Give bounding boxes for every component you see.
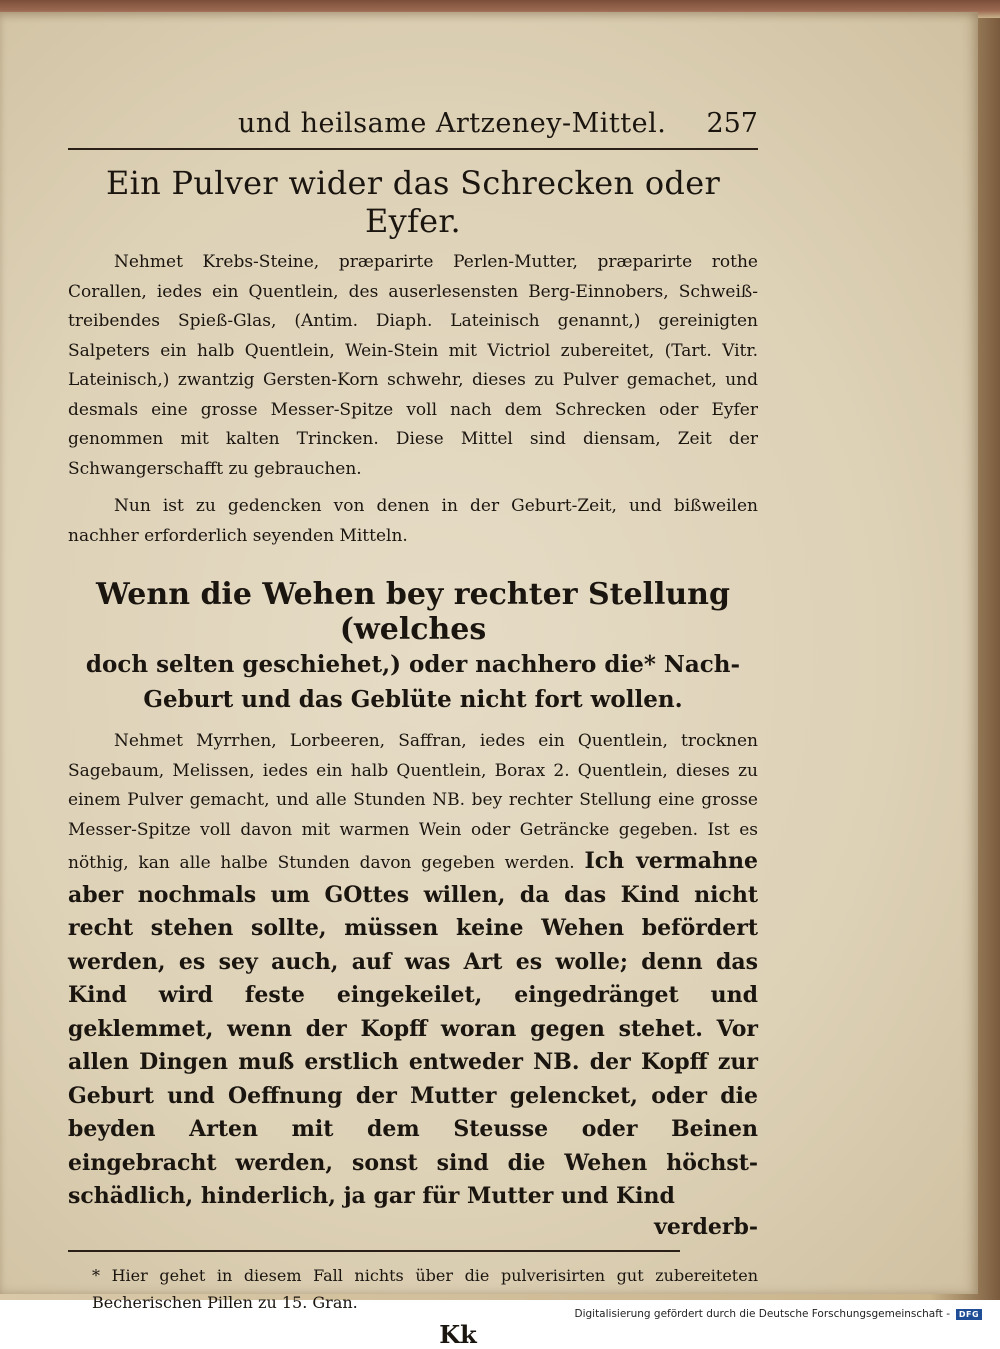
- recipe-paragraph-powder: Nehmet Krebs-Steine, præparirte Perlen-Mutter, præparirte rothe Corallen, iedes ein Quentlein, des auserlesensten Berg-Einnobers, Schweiß-treibendes Spieß-Glas, (Antim. Diaph. Lateinisch genannt,) gereinigten Salpeters ein halb Quentlein, Wein-Stein mit Victriol zubereitet, (Tart. Vitr. Lateinisch,) zwantzig Gersten-Korn schwehr, dieses zu Pulver gemachet, und desmals eine grosse Messer-Spitze voll nach dem Schrecken oder Eyfer genommen mit kalten Trincken. Diese Mittel sind diensam, Zeit der Schwangerschafft zu gebrauchen.: [68, 252, 758, 479]
- signature-mark: Kk: [439, 1319, 477, 1349]
- page-content: [68, 104, 758, 1349]
- recipe-text: Nehmet Myrrhen, Lorbeeren, Saffran, iedes ein Quentlein, trocknen Sagebaum, Melissen, iedes ein halb Quentlein, Borax 2. Quentlein, dieses zu einem Pulver gemacht, und alle Stunden NB. bey rechter Stellung eine grosse Messer-Spitze voll davon mit warmen Wein oder Geträncke gegeben. Ist es nöthig, kan alle halbe Stunden davon gegeben werden.: [68, 731, 758, 873]
- digitization-credit: [574, 1308, 982, 1320]
- page-number: 257: [706, 108, 758, 139]
- section-title-powder: Ein Pulver wider das Schrecken oder Eyfer.: [105, 164, 721, 240]
- footnote-rule: [68, 1250, 680, 1252]
- section-title-labor-line2: doch selten geschiehet,) oder nachhero die* Nach-Geburt und das Geblüte nicht fort wollen.: [85, 651, 741, 713]
- transition-paragraph: Nun ist zu gedencken von denen in der Geburt-Zeit, und bißweilen nachher erforderlich seyenden Mitteln.: [68, 496, 758, 546]
- footnote: * Hier gehet in diesem Fall nichts über die pulverisirten gut zubereiteten Becherischen Pillen zu 15. Gran.: [92, 1265, 758, 1312]
- running-head: [68, 104, 758, 150]
- recipe-paragraph-labor: [68, 727, 758, 1214]
- catchword: verderb-: [654, 1213, 758, 1240]
- warning-text: Ich vermahne aber nochmals um GOttes willen, da das Kind nicht recht stehen sollte, müssen keine Wehen befördert werden, es sey auch, auf was Art es wolle; denn das Kind wird feste eingekeilet, eingedränget und geklemmet, wenn der Kopff woran gegen stehet. Vor allen Dingen muß erstlich entweder NB. der Kopff zur Geburt und Oeffnung der Mutter gelencket, oder die beyden Arten mit dem Steusse oder Beinen eingebracht werden, sonst sind die Wehen höchst-schädlich, hinderlich, ja gar für Mutter und Kind: [68, 848, 759, 1209]
- dfg-logo-icon: DFG: [956, 1309, 982, 1320]
- section-title-labor-line1: Wenn die Wehen bey rechter Stellung (welches: [96, 577, 730, 647]
- credit-text: Digitalisierung gefördert durch die Deutsche Forschungsgemeinschaft -: [574, 1308, 950, 1320]
- section-title-labor: [68, 577, 758, 717]
- running-title: und heilsame Artzeney-Mittel.: [238, 108, 667, 139]
